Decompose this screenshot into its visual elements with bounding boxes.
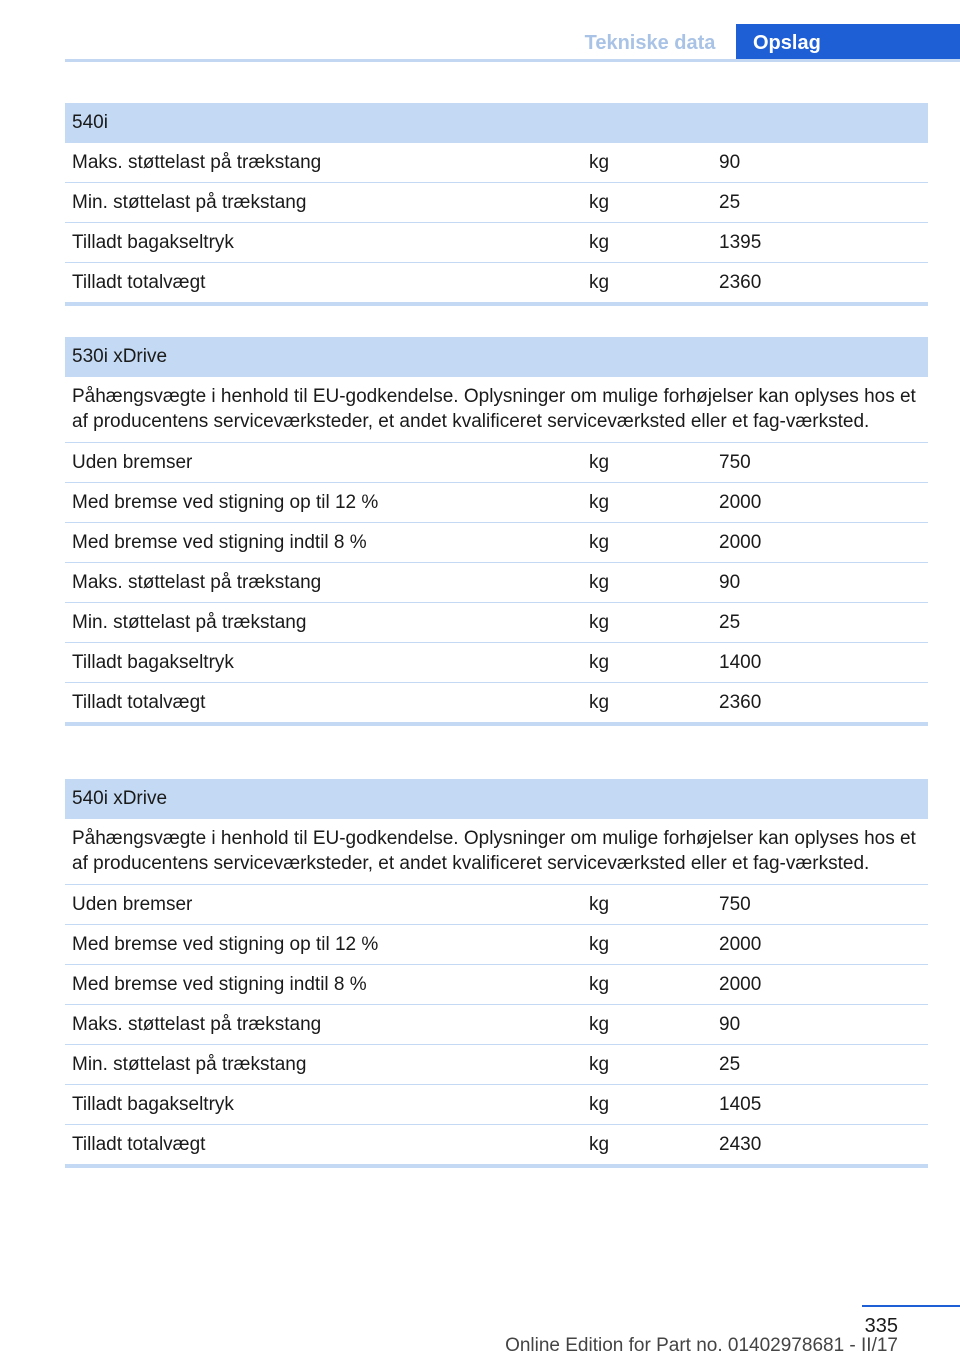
row-unit: kg xyxy=(589,272,610,293)
page-header xyxy=(0,0,960,62)
row-value: 25 xyxy=(719,612,741,633)
table-row xyxy=(65,603,928,643)
row-label: Maks. støttelast på trækstang xyxy=(72,152,322,173)
row-value: 25 xyxy=(719,192,741,213)
row-value: 90 xyxy=(719,152,741,173)
table-row xyxy=(65,263,928,306)
row-unit: kg xyxy=(589,232,610,253)
row-value: 2000 xyxy=(719,934,762,955)
row-unit: kg xyxy=(589,974,610,995)
row-unit: kg xyxy=(589,572,610,593)
row-label: Uden bremser xyxy=(72,894,193,915)
table-row xyxy=(65,483,928,523)
spec-table-540i xyxy=(65,103,928,306)
table-row xyxy=(65,925,928,965)
table-title: 540i xDrive xyxy=(65,779,928,819)
row-unit: kg xyxy=(589,452,610,473)
row-unit: kg xyxy=(589,652,610,673)
row-value: 2430 xyxy=(719,1134,762,1155)
page-number: 335 xyxy=(864,1315,898,1337)
table-title: 530i xDrive xyxy=(65,337,928,377)
row-unit: kg xyxy=(589,612,610,633)
table-note: Påhængsvægte i henhold til EU-godkendelse. Oplysninger om mulige forhøjelser kan oplyses hos et af producentens serviceværksteder, et andet kvalificeret serviceværksted eller et fag-værksted. xyxy=(65,377,928,443)
header-divider xyxy=(65,59,960,62)
row-unit: kg xyxy=(589,894,610,915)
row-unit: kg xyxy=(589,692,610,713)
table-row xyxy=(65,523,928,563)
row-label: Tilladt bagakseltryk xyxy=(72,652,234,673)
tab-tekniske-data[interactable]: Tekniske data xyxy=(584,32,716,54)
row-label: Min. støttelast på trækstang xyxy=(72,192,307,213)
table-row xyxy=(65,643,928,683)
row-value: 1395 xyxy=(719,232,762,253)
table-row xyxy=(65,965,928,1005)
row-unit: kg xyxy=(589,1094,610,1115)
table-row xyxy=(65,563,928,603)
row-label: Tilladt totalvægt xyxy=(72,1134,206,1155)
row-value: 2000 xyxy=(719,492,762,513)
table-row xyxy=(65,183,928,223)
table-note: Påhængsvægte i henhold til EU-godkendelse. Oplysninger om mulige forhøjelser kan oplyses hos et af producentens serviceværksteder, et andet kvalificeret serviceværksted eller et fag-værksted. xyxy=(65,819,928,885)
row-unit: kg xyxy=(589,934,610,955)
table-row xyxy=(65,1125,928,1168)
row-label: Med bremse ved stigning indtil 8 % xyxy=(72,532,367,553)
row-label: Min. støttelast på trækstang xyxy=(72,1054,307,1075)
footer-divider xyxy=(862,1305,960,1307)
row-label: Tilladt bagakseltryk xyxy=(72,232,234,253)
table-row xyxy=(65,1045,928,1085)
table-row xyxy=(65,683,928,726)
spec-table-530i-xdrive xyxy=(65,337,928,726)
row-value: 2000 xyxy=(719,974,762,995)
table-row xyxy=(65,143,928,183)
row-value: 750 xyxy=(719,452,751,473)
row-value: 1405 xyxy=(719,1094,762,1115)
row-label: Med bremse ved stigning op til 12 % xyxy=(72,934,379,955)
row-value: 25 xyxy=(719,1054,741,1075)
row-value: 750 xyxy=(719,894,751,915)
row-label: Min. støttelast på trækstang xyxy=(72,612,307,633)
row-label: Tilladt totalvægt xyxy=(72,692,206,713)
row-value: 2360 xyxy=(719,272,762,293)
tab-opslag[interactable]: Opslag xyxy=(736,24,960,62)
row-value: 2000 xyxy=(719,532,762,553)
spec-table-540i-xdrive xyxy=(65,779,928,1168)
row-label: Maks. støttelast på trækstang xyxy=(72,572,322,593)
row-value: 90 xyxy=(719,1014,741,1035)
row-value: 1400 xyxy=(719,652,762,673)
row-label: Uden bremser xyxy=(72,452,193,473)
table-row xyxy=(65,1005,928,1045)
row-unit: kg xyxy=(589,192,610,213)
row-label: Maks. støttelast på trækstang xyxy=(72,1014,322,1035)
row-unit: kg xyxy=(589,1014,610,1035)
row-unit: kg xyxy=(589,1134,610,1155)
row-unit: kg xyxy=(589,152,610,173)
table-row xyxy=(65,885,928,925)
row-unit: kg xyxy=(589,532,610,553)
row-value: 90 xyxy=(719,572,741,593)
table-row xyxy=(65,1085,928,1125)
table-row xyxy=(65,443,928,483)
row-label: Tilladt totalvægt xyxy=(72,272,206,293)
table-title: 540i xyxy=(65,103,928,143)
edition-text: Online Edition for Part no. 01402978681 - II/17 xyxy=(505,1335,898,1356)
row-value: 2360 xyxy=(719,692,762,713)
row-label: Med bremse ved stigning op til 12 % xyxy=(72,492,379,513)
row-label: Tilladt bagakseltryk xyxy=(72,1094,234,1115)
table-row xyxy=(65,223,928,263)
row-unit: kg xyxy=(589,492,610,513)
row-unit: kg xyxy=(589,1054,610,1075)
row-label: Med bremse ved stigning indtil 8 % xyxy=(72,974,367,995)
